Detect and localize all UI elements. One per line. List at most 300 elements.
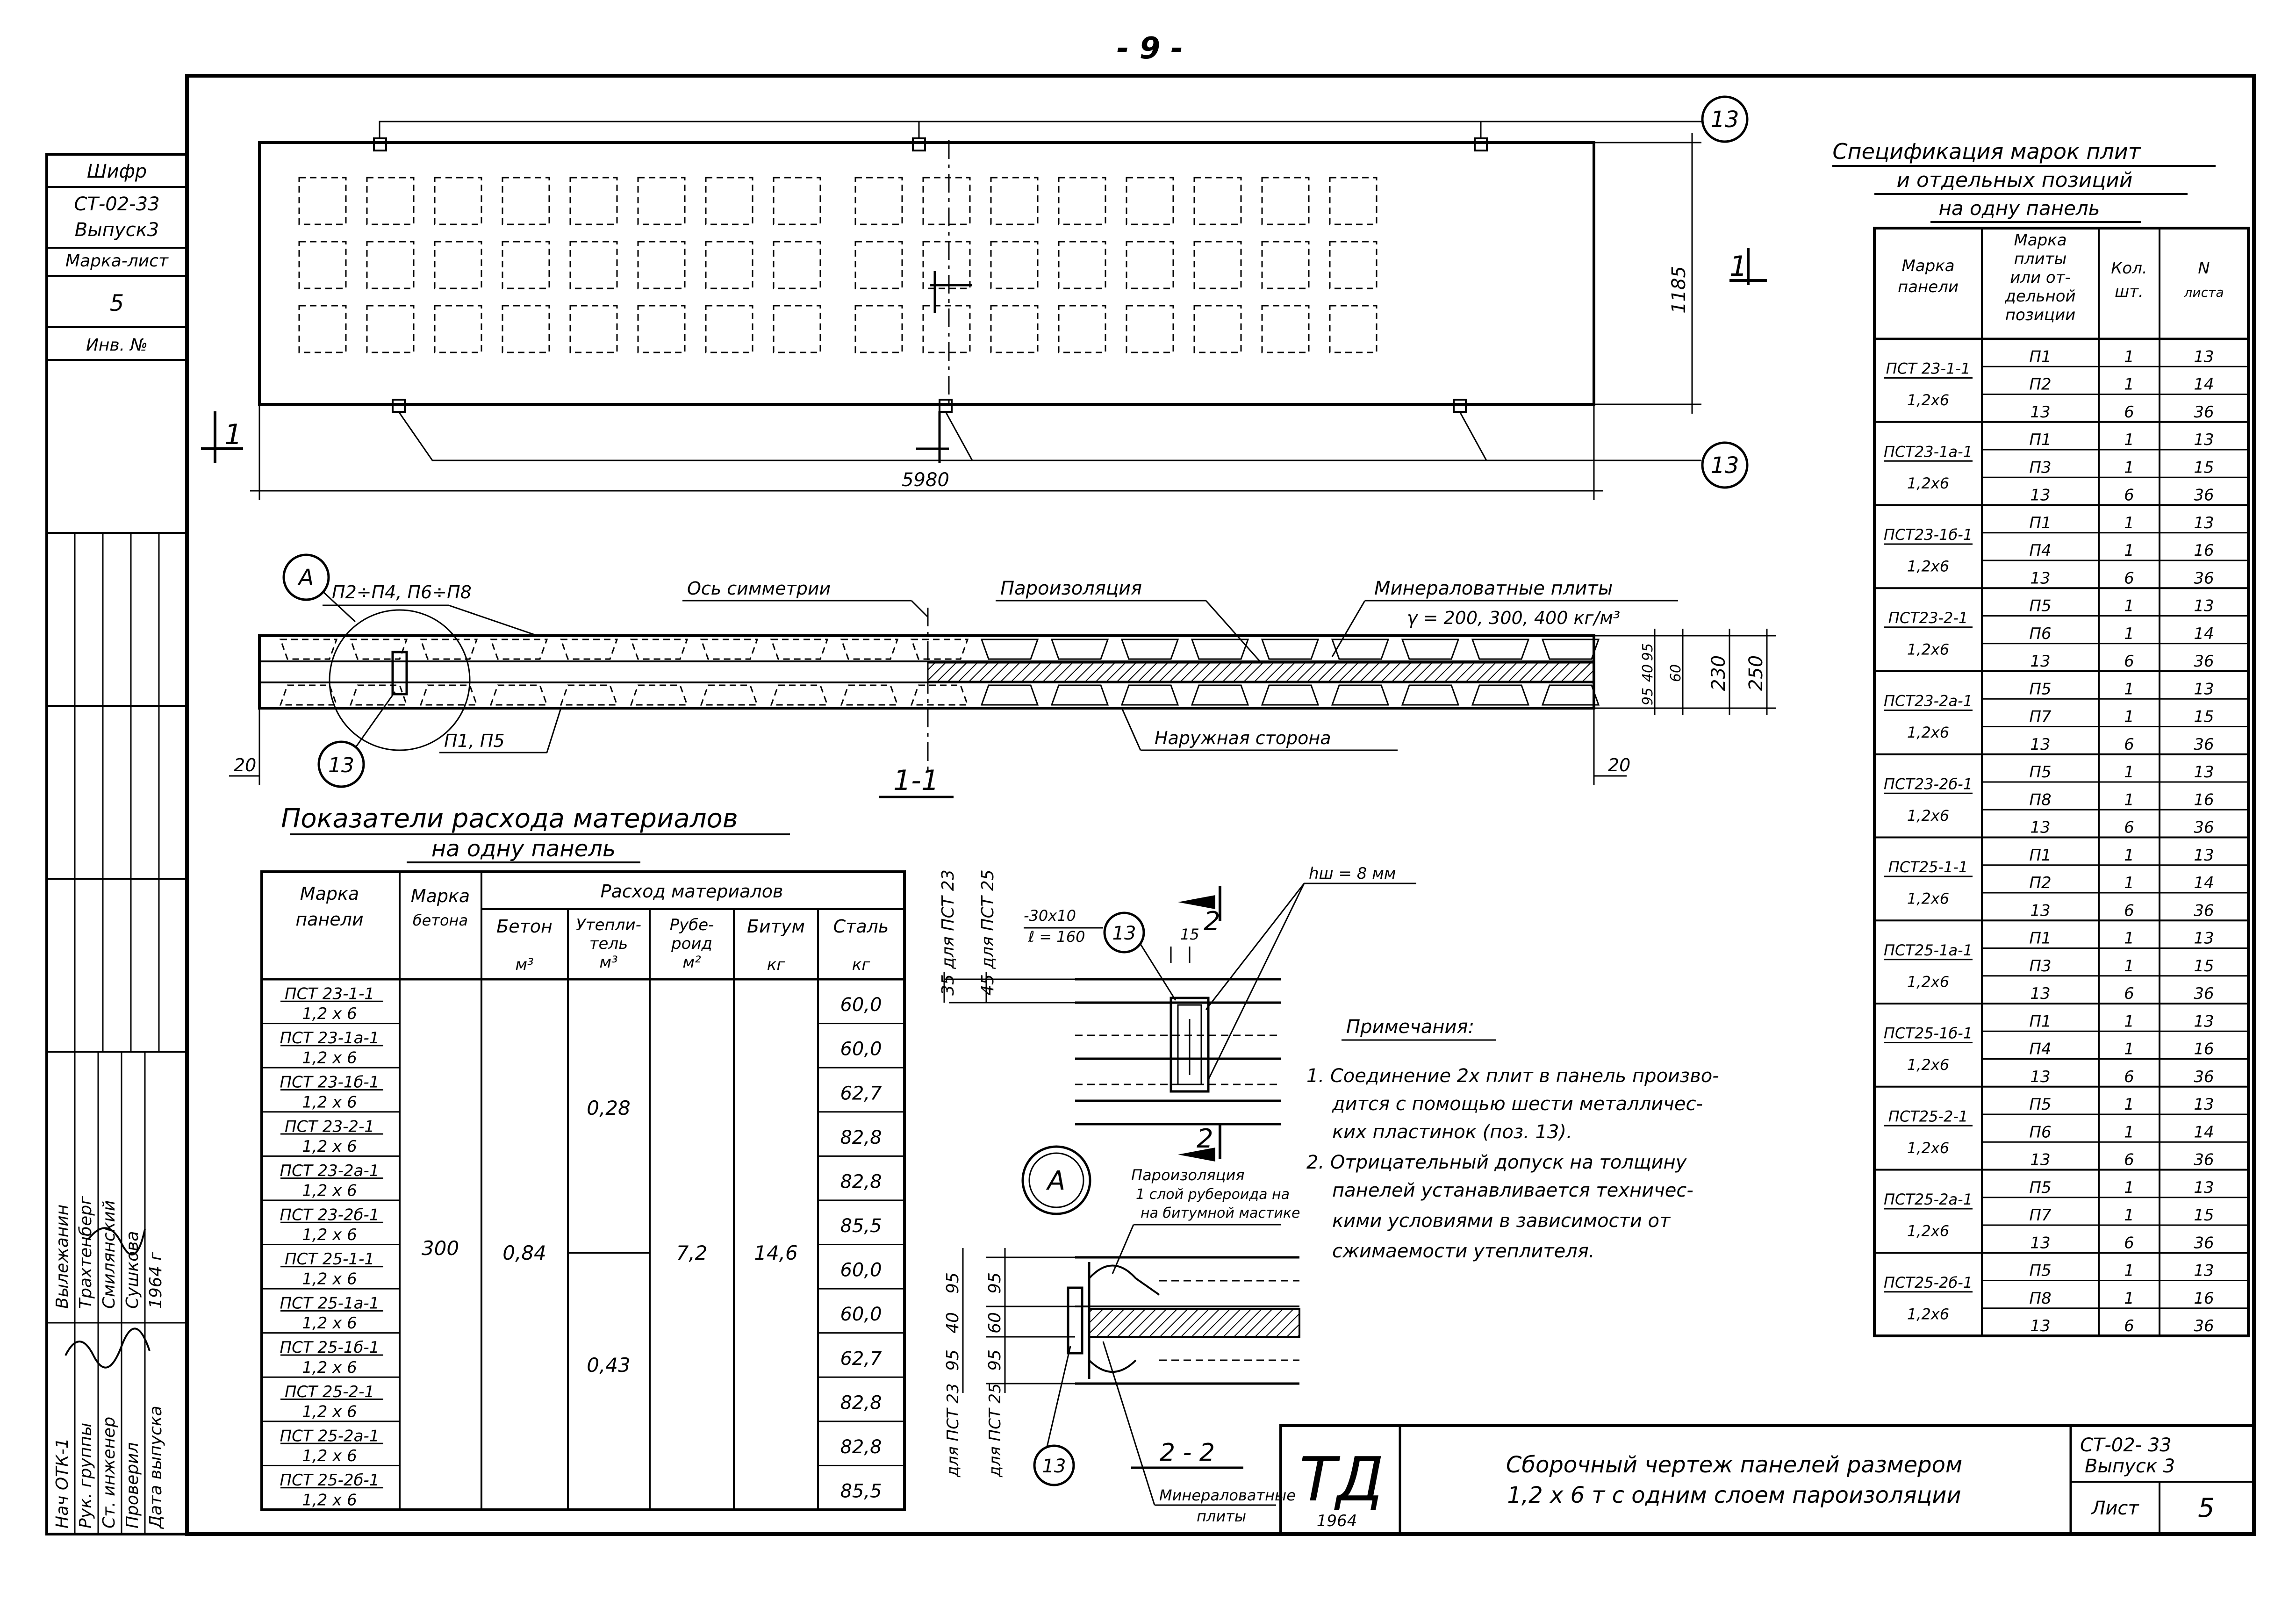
title-line-2: 1,2 х 6 т с одним слоем пароизоляции [1507, 1482, 1961, 1508]
note-2-line-4: сжимаемости утеплителя. [1332, 1241, 1595, 1262]
spec-plate: П2 [2029, 874, 2052, 892]
notes-title: Примечания: [1346, 1016, 1475, 1038]
spec-plate: П5 [2029, 1095, 2052, 1114]
page-number: - 9 - [1116, 31, 1184, 66]
spec-sheet: 14 [2194, 375, 2214, 394]
plan-cell [991, 242, 1038, 288]
spec-qty: 1 [2124, 1178, 2134, 1197]
spec-sheet: 13 [2194, 513, 2214, 532]
spec-plate: П1 [2029, 513, 2052, 532]
spec-qty: 6 [2124, 652, 2134, 671]
title-line-1: Сборочный чертеж панелей размером [1506, 1452, 1963, 1478]
note-1-line-3: ких пластинок (поз. 13). [1332, 1121, 1572, 1143]
section-void-bottom [982, 685, 1038, 705]
section-dim-95-top: 95 [1640, 643, 1656, 661]
spec-sheet: 16 [2194, 541, 2214, 560]
plan-cell [1330, 306, 1377, 352]
mat-row-steel: 82,8 [840, 1392, 882, 1414]
detail-plate-length: ℓ = 160 [1028, 928, 1085, 946]
spec-qty: 1 [2124, 790, 2134, 810]
section-label-outer: Наружная сторона [1155, 728, 1331, 748]
materials-title: Показатели расхода материалов [281, 804, 738, 834]
spec-panel-mark: ПСТ25-2а-1 [1883, 1191, 1973, 1209]
mat-row-mark: ПСТ 23-1б-1 [280, 1073, 380, 1092]
note-1-line-2: дится с помощью шести металличес- [1332, 1093, 1703, 1115]
spec-sheet: 14 [2194, 624, 2214, 643]
plan-dim-length: 5980 [902, 469, 949, 491]
plan-callout-bottom: 13 [1710, 452, 1739, 479]
spec-qty: 1 [2124, 596, 2134, 616]
spec-qty: 6 [2124, 1150, 2134, 1169]
mat-row-steel: 85,5 [840, 1480, 882, 1502]
mat-row-steel: 60,0 [840, 994, 882, 1016]
plan-cell [1262, 306, 1309, 352]
spec-sheet: 36 [2194, 735, 2214, 754]
mat-row-size: 1,2 х 6 [302, 1270, 357, 1289]
spec-qty: 1 [2124, 1095, 2134, 1114]
title-sheet-number: 5 [2198, 1493, 2215, 1523]
spec-plate: 13 [2030, 1150, 2051, 1169]
section-void-bottom [631, 685, 687, 705]
title-block [1281, 1426, 2254, 1534]
stamp-role-3: Ст. инженер [100, 1416, 119, 1528]
section-void-top [280, 639, 337, 659]
detailA-label-23: для ПСТ 23 [944, 1383, 962, 1477]
section-void-top [1052, 639, 1108, 659]
mat-concrete: 0,84 [502, 1241, 546, 1264]
spec-sheet: 36 [2194, 486, 2214, 505]
spec-qty: 1 [2124, 1012, 2134, 1031]
spec-qty: 1 [2124, 430, 2134, 449]
spec-qty: 6 [2124, 1234, 2134, 1253]
section-void-bottom [1122, 685, 1178, 705]
section-void-bottom [561, 685, 617, 705]
section-void-top [982, 639, 1038, 659]
plan-view [201, 97, 1767, 500]
section-void-top [701, 639, 757, 659]
mat-row-steel: 85,5 [840, 1215, 882, 1237]
spec-sheet: 14 [2194, 1123, 2214, 1142]
spec-panel-mark: ПСТ25-1б-1 [1883, 1024, 1973, 1042]
section-void-bottom [1052, 685, 1108, 705]
spec-plate: 13 [2030, 1234, 2051, 1253]
mat-h-steel: Сталь [833, 916, 889, 937]
spec-sheet: 15 [2194, 707, 2214, 726]
spec-panel-size: 1,2х6 [1907, 474, 1950, 492]
spec-plate: П8 [2029, 1289, 2052, 1308]
spec-panel-mark: ПСТ23-1а-1 [1883, 443, 1973, 461]
mat-row-size: 1,2 х 6 [302, 1491, 357, 1510]
mat-h-rub-1: Рубе- [669, 916, 714, 934]
mat-ruberoid: 7,2 [676, 1241, 708, 1264]
mat-row-size: 1,2 х 6 [302, 1137, 357, 1156]
plan-cell [1126, 242, 1173, 288]
section-void-bottom [1332, 685, 1388, 705]
spec-panel-size: 1,2х6 [1907, 1222, 1950, 1240]
stamp-role-4: Проверил [123, 1442, 142, 1528]
section-void-top [841, 639, 897, 659]
spec-qty: 6 [2124, 486, 2134, 505]
mat-insul-25: 0,43 [587, 1354, 631, 1377]
plan-cell [1194, 306, 1241, 352]
spec-qty: 1 [2124, 874, 2134, 892]
spec-h-plate-5: позиции [2005, 306, 2076, 324]
stamp-sheet-number: 5 [109, 290, 124, 316]
section-void-bottom [1192, 685, 1248, 705]
detail-joint [939, 864, 1416, 1162]
mat-h-concrete-mark-2: бетона [412, 911, 468, 929]
spec-qty: 6 [2124, 984, 2134, 1003]
spec-table [1832, 139, 2248, 1336]
section-void-bottom [911, 685, 968, 705]
detailA-title: 2 - 2 [1160, 1439, 1215, 1467]
notes [1306, 1016, 1719, 1262]
mat-u-steel: кг [852, 955, 870, 974]
detail-dim-15: 15 [1180, 925, 1199, 943]
mat-h-rub-2: роид [671, 934, 712, 953]
spec-plate: П1 [2029, 1012, 2052, 1031]
section-void-top [631, 639, 687, 659]
detailA-mineral-2: плиты [1197, 1507, 1247, 1525]
spec-qty: 1 [2124, 707, 2134, 726]
spec-plate: 13 [2030, 402, 2051, 422]
spec-plate: П1 [2029, 929, 2052, 948]
section-label-mineral: Минераловатные плиты [1374, 578, 1613, 599]
spec-h-panel-2: панели [1897, 278, 1959, 296]
plan-cell [570, 178, 617, 224]
spec-panel-size: 1,2х6 [1907, 724, 1950, 742]
spec-h-panel-1: Марка [1901, 257, 1955, 275]
detail-cut-mark-bottom: 2 [1197, 1124, 1213, 1154]
spec-qty: 1 [2124, 624, 2134, 643]
spec-qty: 6 [2124, 1317, 2134, 1335]
spec-panel-mark: ПСТ 23-1-1 [1886, 359, 1971, 378]
mat-row-mark: ПСТ 25-1а-1 [280, 1294, 380, 1313]
spec-h-sheet-2: листа [2184, 285, 2224, 300]
spec-plate: 13 [2030, 1317, 2051, 1335]
plan-cell [774, 242, 820, 288]
spec-panel-size: 1,2х6 [1907, 391, 1950, 409]
spec-qty: 6 [2124, 1067, 2134, 1086]
mat-row-size: 1,2 х 6 [302, 1314, 357, 1333]
spec-panel-mark: ПСТ25-2-1 [1888, 1107, 1968, 1126]
section-dim-right: 20 [1608, 755, 1631, 775]
detailA-dim-95-top: 95 [943, 1272, 962, 1294]
spec-panel-size: 1,2х6 [1907, 890, 1950, 908]
stamp-person-5: 1964 г [146, 1252, 165, 1309]
section-void-top [1543, 639, 1599, 659]
section-dim-40: 40 [1640, 664, 1656, 682]
detail-callout-13: 13 [1112, 923, 1136, 944]
note-2-line-3: кими условиями в зависимости от [1332, 1210, 1671, 1232]
spec-sheet: 36 [2194, 1317, 2214, 1335]
mat-h-insul-2: тель [589, 934, 628, 953]
plan-cell [1126, 306, 1173, 352]
stamp-code: СТ-02-33 [74, 194, 160, 215]
spec-sheet: 15 [2194, 458, 2214, 477]
mat-row-mark: ПСТ 23-2а-1 [280, 1161, 380, 1180]
mat-row-mark: ПСТ 23-1а-1 [280, 1029, 380, 1048]
mat-row-steel: 62,7 [840, 1348, 882, 1370]
plan-cell [1262, 242, 1309, 288]
spec-qty: 6 [2124, 735, 2134, 754]
spec-qty: 6 [2124, 402, 2134, 422]
spec-sheet: 13 [2194, 347, 2214, 366]
section-dim-95-bottom: 95 [1640, 687, 1656, 706]
spec-qty: 1 [2124, 1289, 2134, 1308]
spec-sheet: 13 [2194, 596, 2214, 616]
stamp-inventory: Инв. № [86, 336, 148, 355]
spec-qty: 1 [2124, 375, 2134, 394]
section-void-bottom [701, 685, 757, 705]
spec-panel-mark: ПСТ25-1-1 [1888, 858, 1968, 876]
plan-cell [638, 242, 685, 288]
mat-row-size: 1,2 х 6 [302, 1048, 357, 1068]
plan-cell [1330, 178, 1377, 224]
mat-row-size: 1,2 х 6 [302, 1226, 357, 1245]
section-label-vapor: Пароизоляция [1000, 578, 1142, 599]
spec-plate: П5 [2029, 596, 2052, 616]
plan-cell [991, 178, 1038, 224]
spec-plate: П1 [2029, 846, 2052, 865]
spec-plate: П3 [2029, 956, 2052, 976]
plan-cell [855, 178, 902, 224]
mat-row-size: 1,2 х 6 [302, 1181, 357, 1200]
plan-cell [855, 306, 902, 352]
spec-panel-size: 1,2х6 [1907, 1056, 1950, 1074]
detailA-dim-40: 40 [943, 1312, 962, 1334]
mat-h-mark-1: Марка [300, 883, 359, 904]
detailA-vapor-1: Пароизоляция [1131, 1166, 1245, 1184]
spec-sheet: 15 [2194, 956, 2214, 976]
title-logo: ТД [1299, 1444, 1384, 1515]
mat-row-size: 1,2 х 6 [302, 1402, 357, 1421]
spec-plate: П2 [2029, 375, 2052, 394]
mat-row-mark: ПСТ 23-2-1 [285, 1117, 374, 1136]
section-void-top [911, 639, 968, 659]
spec-panel-size: 1,2х6 [1907, 973, 1950, 991]
plan-cell [299, 306, 346, 352]
section-dim-60: 60 [1668, 664, 1684, 682]
mat-row-steel: 60,0 [840, 1304, 882, 1326]
stamp-mark-sheet: Марка-лист [65, 251, 168, 271]
spec-panel-size: 1,2х6 [1907, 806, 1950, 825]
mat-h-insul-1: Утепли- [576, 916, 641, 934]
spec-sheet: 16 [2194, 790, 2214, 810]
mat-bitumen: 14,6 [754, 1241, 798, 1264]
section-void-top [1122, 639, 1178, 659]
spec-plate: П5 [2029, 763, 2052, 782]
title-code: СТ-02- 33 [2080, 1435, 2172, 1456]
detail-cut-mark-top: 2 [1204, 906, 1220, 937]
section-void-top [1192, 639, 1248, 659]
spec-sheet: 13 [2194, 680, 2214, 699]
plan-cell [638, 306, 685, 352]
plan-cell [1262, 178, 1309, 224]
spec-plate: 13 [2030, 486, 2051, 505]
spec-plate: 13 [2030, 984, 2051, 1003]
detail-A [943, 1147, 1300, 1525]
spec-sheet: 13 [2194, 1012, 2214, 1031]
detailA-label-25: для ПСТ 25 [986, 1383, 1004, 1477]
spec-h-plate-1: Марка [2014, 231, 2067, 250]
detailA-dim-95-right-top: 95 [985, 1272, 1004, 1294]
spec-panel-size: 1,2х6 [1907, 1305, 1950, 1323]
mat-row-mark: ПСТ 23-2б-1 [280, 1205, 380, 1225]
spec-qty: 1 [2124, 763, 2134, 782]
stamp-role-5: Дата выпуска [146, 1406, 165, 1528]
section-void-top [491, 639, 547, 659]
section-label-axis: Ось симметрии [687, 578, 831, 599]
detail-label-45: 45 для ПСТ 25 [978, 869, 997, 996]
spec-sheet: 16 [2194, 1289, 2214, 1308]
title-sheet-label: Лист [2091, 1498, 2139, 1519]
spec-plate: П1 [2029, 430, 2052, 449]
spec-h-plate-3: или от- [2010, 268, 2071, 287]
mat-row-steel: 62,7 [840, 1083, 882, 1105]
section-void-top [351, 639, 407, 659]
left-stamp [47, 154, 187, 1534]
spec-plate: П4 [2029, 1040, 2052, 1059]
mat-row-size: 1,2 х 6 [302, 1004, 357, 1024]
spec-plate: П5 [2029, 1178, 2052, 1197]
spec-qty: 1 [2124, 1123, 2134, 1142]
spec-h-sheet-1: N [2198, 259, 2210, 278]
detailA-dim-60: 60 [985, 1312, 1004, 1334]
section-void-top [771, 639, 827, 659]
spec-plate: П7 [2029, 1206, 2052, 1225]
spec-plate: П5 [2029, 1261, 2052, 1280]
spec-plate: 13 [2030, 901, 2051, 920]
spec-qty: 6 [2124, 901, 2134, 920]
spec-qty: 1 [2124, 513, 2134, 532]
spec-panel-mark: ПСТ23-1б-1 [1883, 526, 1973, 544]
section-void-top [1472, 639, 1528, 659]
plan-cell [774, 178, 820, 224]
note-1-line-1: 1. Соединение 2х плит в панель произво- [1306, 1065, 1719, 1087]
mat-h-bitumen: Битум [746, 916, 805, 937]
stamp-cipher-label: Шифр [86, 161, 147, 182]
plan-cell [706, 178, 753, 224]
spec-h-qty-1: Кол. [2111, 259, 2147, 278]
spec-panel-size: 1,2х6 [1907, 640, 1950, 659]
section-void-bottom [1402, 685, 1458, 705]
detailA-dim-95-right-bottom: 95 [985, 1349, 1004, 1371]
plan-cell [367, 178, 414, 224]
spec-plate: П8 [2029, 790, 2052, 810]
mat-u-insul: м³ [599, 953, 618, 972]
spec-h-plate-2: плиты [2014, 250, 2067, 268]
detail-plate: -30х10 [1024, 907, 1076, 925]
detailA-callout-13: 13 [1042, 1456, 1066, 1477]
section-void-bottom [841, 685, 897, 705]
plan-section-mark-left: 1 [224, 418, 243, 451]
mat-row-steel: 60,0 [840, 1259, 882, 1281]
vapor-hatch [928, 663, 1594, 682]
detailA-vapor-2: 1 слой рубероида на [1136, 1186, 1290, 1203]
spec-panel-mark: ПСТ23-2б-1 [1883, 775, 1973, 793]
section-void-bottom [771, 685, 827, 705]
plan-cell [923, 306, 970, 352]
section-void-bottom [491, 685, 547, 705]
section-label-top-left: П2÷П4, П6÷П8 [332, 582, 472, 603]
plan-cell [706, 242, 753, 288]
spec-qty: 1 [2124, 956, 2134, 976]
mat-row-steel: 82,8 [840, 1171, 882, 1193]
spec-qty: 1 [2124, 846, 2134, 865]
spec-sheet: 14 [2194, 874, 2214, 892]
spec-plate: П6 [2029, 1123, 2052, 1142]
plan-cell [774, 306, 820, 352]
spec-h-qty-2: шт. [2115, 282, 2144, 301]
materials-table [262, 804, 904, 1510]
mat-u-rub: м² [682, 953, 701, 972]
section-void-top [1262, 639, 1318, 659]
plan-cell [299, 242, 346, 288]
spec-sheet: 13 [2194, 1095, 2214, 1114]
spec-plate: 13 [2030, 735, 2051, 754]
detailA-mineral-1: Минераловатные [1159, 1486, 1296, 1504]
spec-plate: 13 [2030, 569, 2051, 588]
detail-weld: hш = 8 мм [1309, 864, 1396, 883]
spec-sheet: 13 [2194, 929, 2214, 948]
spec-qty: 1 [2124, 458, 2134, 477]
mat-row-mark: ПСТ 25-1-1 [285, 1250, 374, 1269]
spec-panel-mark: ПСТ25-2б-1 [1883, 1273, 1973, 1291]
section-callout-13: 13 [328, 753, 354, 777]
section-label-density: γ = 200, 300, 400 кг/м³ [1407, 608, 1621, 628]
section-callout-A: А [298, 565, 314, 591]
spec-qty: 6 [2124, 569, 2134, 588]
plan-cell [1330, 242, 1377, 288]
mat-row-size: 1,2 х 6 [302, 1446, 357, 1465]
mat-row-mark: ПСТ 25-2-1 [285, 1382, 374, 1401]
title-year: 1964 [1316, 1512, 1357, 1530]
plan-cell [502, 178, 549, 224]
spec-qty: 1 [2124, 541, 2134, 560]
spec-qty: 1 [2124, 680, 2134, 699]
spec-sheet: 36 [2194, 569, 2214, 588]
spec-panel-mark: ПСТ23-2а-1 [1883, 692, 1973, 710]
plan-dim-height: 1185 [1668, 266, 1690, 314]
spec-plate: П5 [2029, 680, 2052, 699]
materials-subtitle: на одну панель [431, 836, 616, 862]
section-label-bottom-left: П1, П5 [444, 731, 505, 751]
plan-cell [1194, 178, 1241, 224]
spec-qty: 6 [2124, 818, 2134, 837]
title-issue: Выпуск 3 [2085, 1456, 2175, 1477]
stamp-person-3: Смилянский [100, 1200, 119, 1309]
section-void-bottom [1262, 685, 1318, 705]
mat-h-concrete-mark-1: Марка [410, 886, 470, 906]
mat-h-concrete: Бетон [496, 916, 552, 937]
spec-qty: 1 [2124, 1206, 2134, 1225]
spec-qty: 1 [2124, 347, 2134, 366]
spec-sheet: 13 [2194, 846, 2214, 865]
spec-sheet: 36 [2194, 652, 2214, 671]
mat-row-steel: 60,0 [840, 1038, 882, 1060]
spec-plate: П1 [2029, 347, 2052, 366]
mat-u-bitumen: кг [767, 955, 785, 974]
section-void-bottom [280, 685, 337, 705]
spec-sheet: 36 [2194, 901, 2214, 920]
stamp-person-2: Трахтенберг [76, 1196, 95, 1309]
spec-plate: 13 [2030, 652, 2051, 671]
mat-h-mark-2: панели [295, 909, 364, 930]
section-dim-left: 20 [234, 755, 257, 775]
mat-row-size: 1,2 х 6 [302, 1358, 357, 1377]
section-void-bottom [1472, 685, 1528, 705]
